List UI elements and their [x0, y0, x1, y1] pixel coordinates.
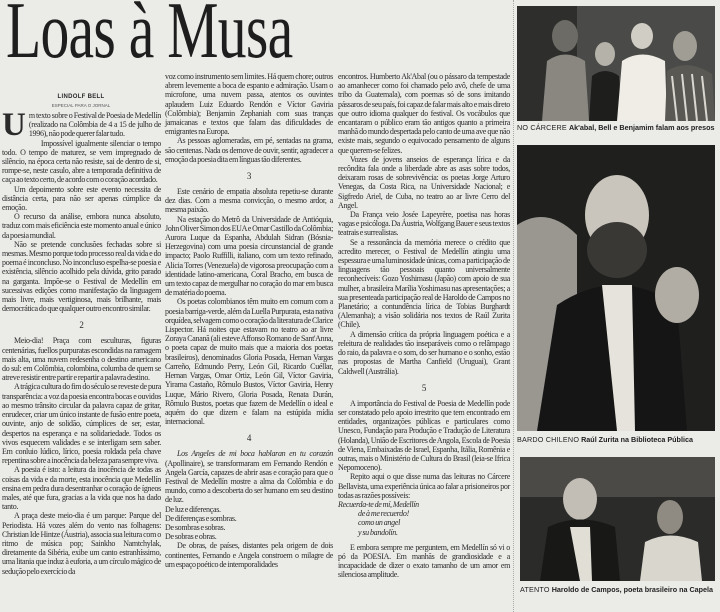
paragraph-text: m texto sobre o Festival de Poesia de Medellín (realizado na Colômbia de 4 a 15 de julho de 1996), não pode querer falar tudo.	[28, 111, 161, 139]
verse-line: y su bandolín.	[358, 527, 398, 537]
caption-kicker: NO CÁRCERE	[517, 123, 567, 132]
verse-line: De luz e diferenças.	[165, 504, 221, 514]
verse-line: De sombras e sobras.	[165, 522, 226, 532]
paragraph: De obras, de países, distantes pela origem de dois continentes, Fernando e Angela constroem o milagre de um espaço poético de intemporalidades	[165, 541, 333, 569]
photo-caption	[517, 435, 693, 444]
verse-line: De sobras e obras.	[165, 532, 217, 542]
paragraph: Os poetas colombianos têm muito em comum com a poesia barriga-verde, além da Luella Purpurata, esta nativa orquídea, selvagem como o coração da literatura de Clarice Lispector. Há noites que estavam no teatro ao ar livre Zoraya Cananã (ali esteve Affonso Romano de Sant'Anna, o poeta capaz de muito mais que a maioria dos poetas brasileiros), denominados Gloria Posada, Hernan Vargas Carreño, Edmundo Perry, León Gil, Ricardo Cuéllar, Hernan Vargas, Omar Ortiz, León Gil, Víctor Gaviria, Yirama Castaño, Rômulo Bustos, Víctor Gaviria, Henry Luque, Mário Rivero, Gloria Posada, Renata Durán, Rômulo Bustos, poetas que fazem de Medellín o ideal e aquém do que dizem e falam na estúpida mídia internacional.	[165, 297, 333, 427]
paragraph: Não se pretende conclusões fechadas sobre si mesmas. Mesmo porque todo processo real da vida e do poema é inconcluso. No inconcluso espelha-se poesia e existência, silêncio acolhido pela dúvida, grito parado na garganta. Impõe-se o Festival de Medellín em sucessivas edições como manifestação da linguagem mais livre, mais vertiginosa, mais brilhante, mais democrática do que qualquer outro encontro similar.	[2, 239, 161, 314]
paragraph: A trágica cultura do fim do século se reveste de pura transparência: a voz da poesia encontra bocas e ouvidos ao mesmo trânsito circular da palavra capaz de gritar, enrudecer, criar um único instante de fusão entre poeta, ouvinte, anjo de solidão, cúmplices de ser, estar, despertos na esperança e na solidariedade. Todos os vivos esquecem validades e se interligam sem saber. Em conluio lúdico, lírico, poesia roldada pela chave repentina sobre a inocência da beleza para sempre viva.	[2, 382, 161, 466]
paragraph: Meio-dia! Praça com esculturas, figuras centenárias, fuellos purpuratas escondidas na ramagem mais alta, uma nuvem redesenha o destino americano do sul: em Colômbia, colombina, columba de quem se atreve resistir entre partir e repartir a palavra destino.	[2, 336, 161, 383]
paragraph: As pessoas aglomeradas, em pé, sentadas na grama, são centenas. Nada os demove de ouvir, sentir, agradecer a emoção da poesia dita em línguas tão diferentes.	[165, 136, 333, 164]
photo-prison-reading	[517, 6, 715, 121]
paragraph: E embora sempre me perguntem, em Medellín só vi o pó da POESIA. Em manhãs de grandiosidade e a incapacidade de dizer o exato tamanho de um amor em silenciosa amplitude.	[338, 542, 510, 580]
paragraph: encontros. Humberto Ak'Abal (ou o pássaro da tempestade ao amanhecer como foi chamado pelo avô, chefe de uma tribo da Guatemala), com poemas só de sons imitando pássaros de seu país, foi capaz de falar mais alto e mais direto que outro idioma qualquer do festival. Os vocábulos que encantaram o público eram tão antigos quanto a primeira manhã do mundo despertada pelo canto de uma ave que não existe mais, segundo o equivocado pensamento de alguns que querem-se felizes.	[338, 72, 510, 155]
headline: Loas à Musa	[6, 0, 293, 75]
caption-kicker: ATENTO	[520, 585, 550, 594]
photo-caption	[520, 585, 713, 594]
article-column-2	[165, 72, 333, 569]
paragraph: A poesia é isto: a leitura da inocência de todas as coisas da vida e da morte, esta inocência que Medellín ensina em pedra dura desentranhar o coração de ígneos males, até que fura, gracias a la vida que nos ha dado tanto.	[2, 465, 161, 512]
author-role: ESPECIAL PARA O JORNAL	[51, 103, 111, 108]
paragraph: Impossível igualmente silenciar o tempo todo. O tempo de maturez, se vem impregnado de silêncio, na época certa não resiste, sai de dentro de si, rompe-se, neste casulo, abre a temporada definitiva de caça ao texto certo, de acordo com o coração acordado.	[2, 138, 161, 185]
photo-haroldo-de-campos	[520, 457, 715, 581]
section-number: 4	[246, 433, 252, 444]
verse-line: como un angel	[358, 518, 401, 528]
paragraph: Se a ressonância da memória merece o crédito que acredito merecer, o Festival de Medellín atingiu uma espessura e uma luminosidade únicas, com a participação de linguagens tão pessoais quanto universalmente reconhecíveis: Gozo Yoshimasu (Japão) com apoio de sua mulher, a brasileira Marília Yoshimasu nas apresentações; a sua presenteada participação real de Haroldo de Campos no Planetário; a contundência lírica de Tobias Burghardt (Alemanha); a visão solidária nos textos de Raúl Zurita (Chile).	[338, 237, 510, 330]
photo-caption	[517, 123, 714, 132]
verse-line: De diferenças e sombras.	[165, 513, 237, 523]
verse-line: Recuerda-te de mí, Medellín	[338, 499, 419, 509]
section-number: 2	[79, 320, 84, 331]
article-column-3	[338, 72, 510, 580]
paragraph: Na estação do Metrô da Universidade de Antióquia, John Oliver Simon dos EUA e Omar Castillo da Colômbia; Aurora Luque da Espanha, Abdulah Sidran (Bósnia-Herzegovina) com uma poesia circunstancial de grande impacto; Paolo Ruffilli, italiano, com um texto refinado, Alicia Torres (Venezuela) de vigorosa preocupação com a identidade latino-americana, Coral Bracho, em busca de um texto capaz de mergulhar no coração do mar em busca de matéria do poema.	[165, 214, 333, 298]
paragraph: Repito aqui o que disse numa das leituras no Cárcere Bellavista, uma experiência única ao falar a prisioneiros por todas as razões possíveis:	[338, 472, 510, 500]
paragraph: A praça deste meio-dia é um parque: Parque del Periodista. Há vozes além do vento nas folhagens: Christian Ide Hintze (Áustria), associa sua leitura com o ritmo de música pop; Sainkho Namtchylak, diretamente da Sibéria, exibe um canto estranhíssimo, uma litania que induz à euforia, a um círculo mágico de sedução pelo exercício da	[2, 511, 161, 576]
caption-text: Haroldo de Campos, poeta brasileiro na Capela	[551, 585, 714, 594]
caption-text: Raúl Zurita na Biblioteca Pública	[581, 435, 693, 444]
paragraph: Vozes de jovens anseios de esperança lírica e da recôndita fala onde a liberdade abre as asas sobre todos, deixaram rosas de sobrevivência: os poetas Jorge Arturo Venegas, da Costa Rica, na Universidade Nacional; e Sigfredo Ariel, de Cuba, no teatro ao ar livre Cerro del Angel.	[338, 154, 510, 210]
paragraph	[165, 449, 333, 504]
verse-line: de à me recuerdo!	[358, 509, 409, 519]
column-divider	[513, 0, 514, 612]
caption-kicker: BARDO CHILENO	[517, 435, 580, 444]
paragraph: Um depoimento sobre este evento necessita de distância certa, para não ser apenas cúmplice da emoção.	[2, 184, 161, 213]
article-column-1	[2, 107, 161, 576]
paragraph: O recurso da análise, embora nunca absoluto, traduz com mais eficiência este momento anual e único da poesia mundial.	[2, 212, 161, 240]
drop-cap: U	[2, 107, 26, 143]
paragraph-text: (Apollinaire), se transformaram em Fernando Rendón e Angela García, capazes de abrir asas e coração para que o Festival de Medellín mostre a alma da Colômbia e do mundo, como a descoberta do ser humano em seu destino de luz.	[165, 458, 333, 505]
lead-paragraph	[2, 107, 161, 143]
paragraph: Este cenário de empatia absoluta repetiu-se durante dez dias. Com a mesma convicção, o mesmo ardor, a mesma paixão.	[165, 187, 333, 215]
section-number: 3	[246, 171, 252, 182]
caption-text: Ak'abal, Bell e Benjamim falam aos presos	[568, 123, 715, 132]
paragraph: A importância do Festival de Poesia de Medellín pode ser constatado pelo apoio irrestrito que tem encontrado em entidades, organizações públicas e particulares como Unesco, Fundação para Produção e Tradução de Literatura (Holanda), União de Escritores de Angola, Escola de Poesia de Viena, Embaixadas de Israel, Espanha, Itália, Romênia e outras, mais o Ministério de Cultura do Brasil (leia-se Ifrica Nepomoceno).	[338, 398, 510, 473]
paragraph: voz como instrumento sem limites. Há quem chore; outros abrem levemente a boca de espanto e admiração. Usam o microfone, uma nuvem passa, atentos os ouvintes aplaudem Luiz Eduardo Rendón e Víctor Gaviria (Colômbia); Benjamin Zephaniah com suas tranças jamaicanas e textos que falam das dificuldades de emigrantes na Europa.	[165, 72, 333, 137]
photo-raul-zurita	[517, 145, 715, 431]
section-number: 5	[421, 382, 427, 393]
paragraph: Da França veio Josée Lapeyrère, poetisa nas horas vagas e psicóloga. Da Áustria, Wolfgang Bauer e seus textos teatrais e surrealistas.	[338, 210, 510, 238]
paragraph: A dimensão crítica da própria linguagem poética e a releitura de realidades tão inseparáveis como o relâmpago do raio, da palavra e o som, do ser humano e o sonho, estão nas propostas de Martha Canfield (Uruguai), Grant Caldwell (Austrália).	[338, 329, 510, 376]
italic-quote: Los Angeles de mi boca hablaran en tu corazón	[177, 449, 333, 459]
author-name: LINDOLF BELL	[57, 94, 105, 100]
